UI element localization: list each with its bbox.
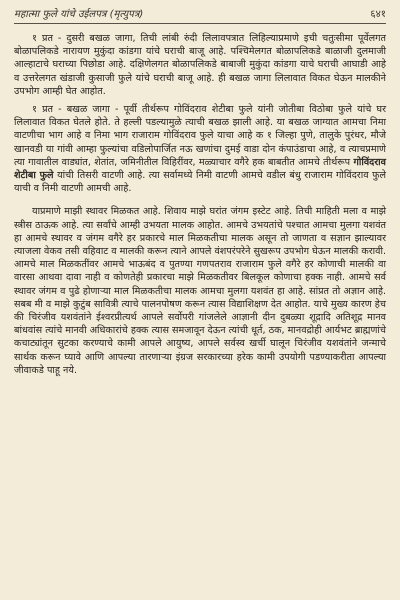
paragraph-1: १ प्रत - दुसरी बखळ जागा, तिची लांबी रुंदी लिलावपत्रात लिहिल्याप्रमाणे इची चतुःसीमा पूर्वेलगत बोळापलिकडे नारायण मुकुंदा कांडगा यांचे घराची बाजू आहे. पश्चिमेलगत बोळापलिकडे बाळाजी दुलमाजी आल्हाटाचे घराच्या पिछोडा आहे. दक्षिणेलगत बोळापलिकडे बाबाजी मुकुंदा कांडगा याचे घराची आघाडी आहे व उत्तरेलगत खंडाजी कुसाजी फुले यांचे घराची बाजू आहे. ही बखळ जागा लिलावात विकत घेऊन मालकीने उपभोग आम्ही घेत आहोत. — [14, 33, 386, 97]
paragraph-2-text-a: १ प्रत - बखळ जागा - पूर्वी तीर्थरूप गोविंदराव शेटीबा फुले यांनी जोतीबा विठोबा फुले यांचे घर लिलावात विकत घेतले होते. ते हल्ली पडल्यामुळे त्याची बखळ झाली आहे. या बखळ जाग्यात आमचा निमा वाटणीचा भाग आहे व निमा भाग राजाराम गोविंदराव फुले याचा आहे क १ जिल्हा पुणे, तालुके पुरंधर, मौजे खानवडी या गांवी आम्हा फुल्यांचा वडिलोपार्जित नऊ खणांचा दुमई वाडा दोन कंपाउंडाचा आहे, व त्याचप्रमाणे त्या गावातील वाड्यांत, शेतांत, जमिनीतील विहिरींवर, मळ्याचार वगैरे हक बाबतीत आमचे तीर्थरूप — [14, 104, 386, 168]
paragraph-2 — [14, 103, 386, 195]
paragraph-2-bold-name: गोविंदराव शेटीबा फुले — [14, 156, 386, 182]
running-header — [14, 6, 386, 24]
paragraph-2-text-b: यांची तिसरी वाटणी आहे. त्या सर्वामध्ये निमी वाटणी आमचे वडील बंधु राजाराम गोविंदराव फुले याची व निमी वाटणी आमची आहे. — [14, 170, 386, 195]
paragraph-3: याप्रमाणे माझी स्थावर मिळकत आहे. शिवाय माझे घरांत जंगम इस्टेट आहे. तिची माहिती मला व माझे स्त्रीस ठाऊक आहे. त्या सर्वांचे आम्ही उभयता मालक आहोत. आमचे उभयतांचे पश्चात आमचा मुलगा यशवंत हा आमचे स्थावर व जंगम वगैरे हर प्रकारचे माल मिळकतीचा मालक असून तो जाणता व सज्ञान झाल्यावर त्याजला वेकव तसी वहिवाट व मालकी करून त्याने आपले वंशपरंपरेने सुखरूप उपभोग घेऊन मालकी करावी. आमचे माल मिळकतींवर आमचे भाऊबंद व पुतण्या गणपतराव राजाराम फुले वगैरे हर कोणाची मालकी वा वारसा आथवा दावा नाही व कोणतेही प्रकारचा माझे मिळकतीवर बिलकूल कोणाचा हक्क नाही. आमचे सर्व स्थावर जंगम व पुढे होणाऱ्या माल मिळकतीचा मालक आमचा मुलगा यशवंत हा आहे. सांप्रत तो अज्ञान आहे. सबब मी व माझे कुटुंब सावित्री त्याचे पालनपोषण करून त्यास विद्याशिक्षण देत आहोत. याचे मुख्य कारण हेच की चिरंजीव यशवंतांने ईश्वरप्रीत्यर्थ आपले सर्वोपरी गांजलेले आज्ञानी दीन दुबळ्या शूद्रादि अतिशूद्र मानव बांधवांस त्यांचे मानवी अधिकारांचे हक्क त्यास समजावून देऊन त्यांची धूर्त, ठक, मानवद्रोही आर्यभट ब्राह्मणांचे कचाट्यांतून सुटका करण्याचे कामी आपले आयुष्य, आपले सर्वस्व खर्ची घालून चिरंजीव यशवंतांने जन्माचे सार्थक करून घ्यावे आणि आपल्या तारणाऱ्या इंग्रज सरकारच्या हरेक कामी उपयोगी पडण्याकरीता आपल्या जीवाकडे पाहू नये. — [14, 206, 386, 376]
header-title: महात्मा फुले यांचे उईलपत्र (मृत्युपत्र) — [14, 9, 144, 20]
page-number: ६४१ — [370, 9, 386, 20]
